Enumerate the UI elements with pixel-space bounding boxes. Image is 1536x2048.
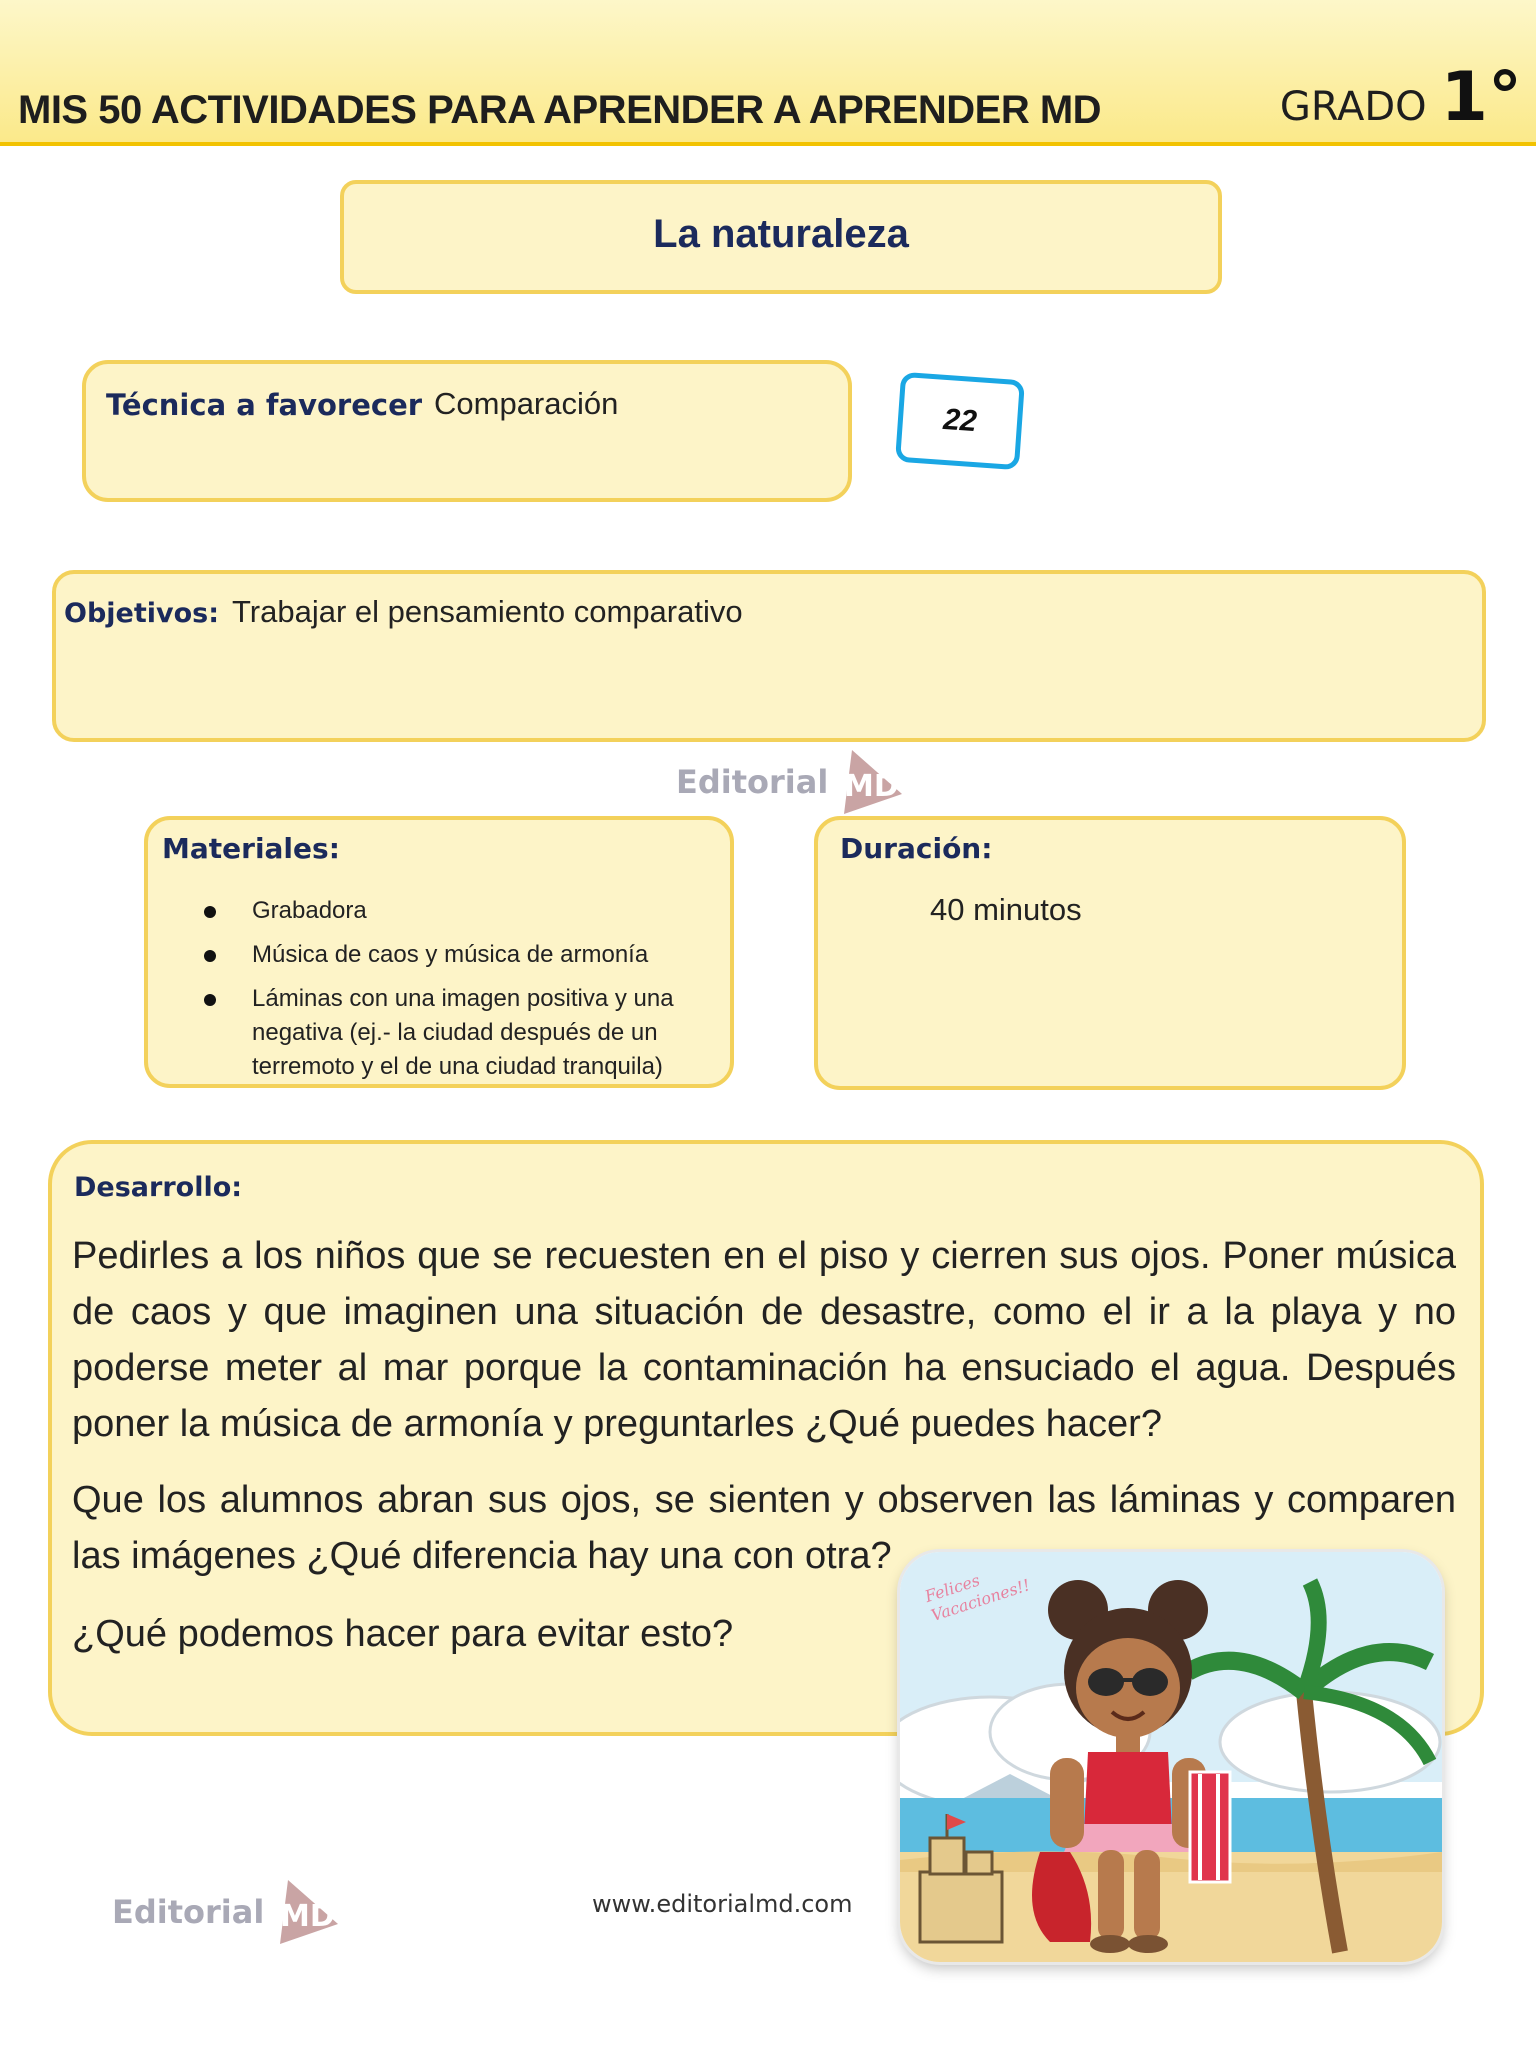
materials-item: Grabadora [204, 894, 684, 928]
footer-editorial-text: Editorial [112, 1893, 265, 1931]
duration-value: 40 minutos [930, 892, 1082, 927]
editorial-watermark [676, 746, 910, 818]
grade-indicator [1279, 58, 1522, 137]
svg-text:MD: MD [844, 769, 900, 804]
beach-scene-image [900, 1552, 1442, 1962]
objectives-box [52, 570, 1486, 742]
footer-editorial-logo [112, 1876, 346, 1948]
editorial-md-logo-icon [832, 746, 910, 818]
objectives-value: Trabajar el pensamiento comparativo [232, 594, 743, 629]
footer-url[interactable]: www.editorialmd.com [592, 1890, 853, 1918]
materials-item: Música de caos y música de armonía [204, 938, 684, 972]
technique-value: Comparación [434, 386, 619, 421]
development-paragraph: ¿Qué podemos hacer para evitar esto? [72, 1613, 734, 1655]
activity-title: La naturaleza [653, 212, 909, 256]
svg-text:MD: MD [280, 1899, 336, 1934]
header-title: MIS 50 ACTIVIDADES PARA APRENDER A APRENDER MD [18, 88, 1102, 132]
page-header [0, 0, 1536, 146]
illustration-caption: Felices Vacaciones!! [922, 1570, 1033, 1626]
grade-label: GRADO [1279, 84, 1427, 130]
duration-label: Duración: [840, 832, 993, 865]
development-paragraph: Pedirles a los niños que se recuesten en el piso y cierren sus ojos. Poner música de caos y que imaginen una situación de desastre, como el ir a la playa y no poderse meter al mar porque la contaminación ha ensuciado el agua. Después poner la música de armonía y preguntarles ¿Qué puedes hacer? [72, 1235, 1456, 1445]
materials-label: Materiales: [162, 832, 340, 865]
beach-girl-illustration [900, 1552, 1442, 1962]
objectives-label: Objetivos: [64, 598, 220, 629]
activity-number: 22 [942, 402, 978, 439]
activity-title-box [340, 180, 1222, 294]
activity-number-badge [895, 372, 1025, 470]
technique-label: Técnica a favorecer [106, 388, 423, 422]
materials-list [204, 894, 684, 1094]
development-paragraph: Que los alumnos abran sus ojos, se sienten y observen las láminas y comparen las imágenes ¿Qué diferencia hay una con otra? [72, 1479, 1456, 1577]
technique-box [82, 360, 852, 502]
duration-box [814, 816, 1406, 1090]
materials-item: Láminas con una imagen positiva y una negativa (ej.- la ciudad después de un terremoto y el de una ciudad tranquila) [204, 982, 684, 1084]
materials-box [144, 816, 734, 1088]
development-label: Desarrollo: [74, 1172, 243, 1203]
footer-md-logo-icon [268, 1876, 346, 1948]
editorial-watermark-text: Editorial [676, 763, 829, 801]
grade-value: 1° [1440, 58, 1522, 137]
